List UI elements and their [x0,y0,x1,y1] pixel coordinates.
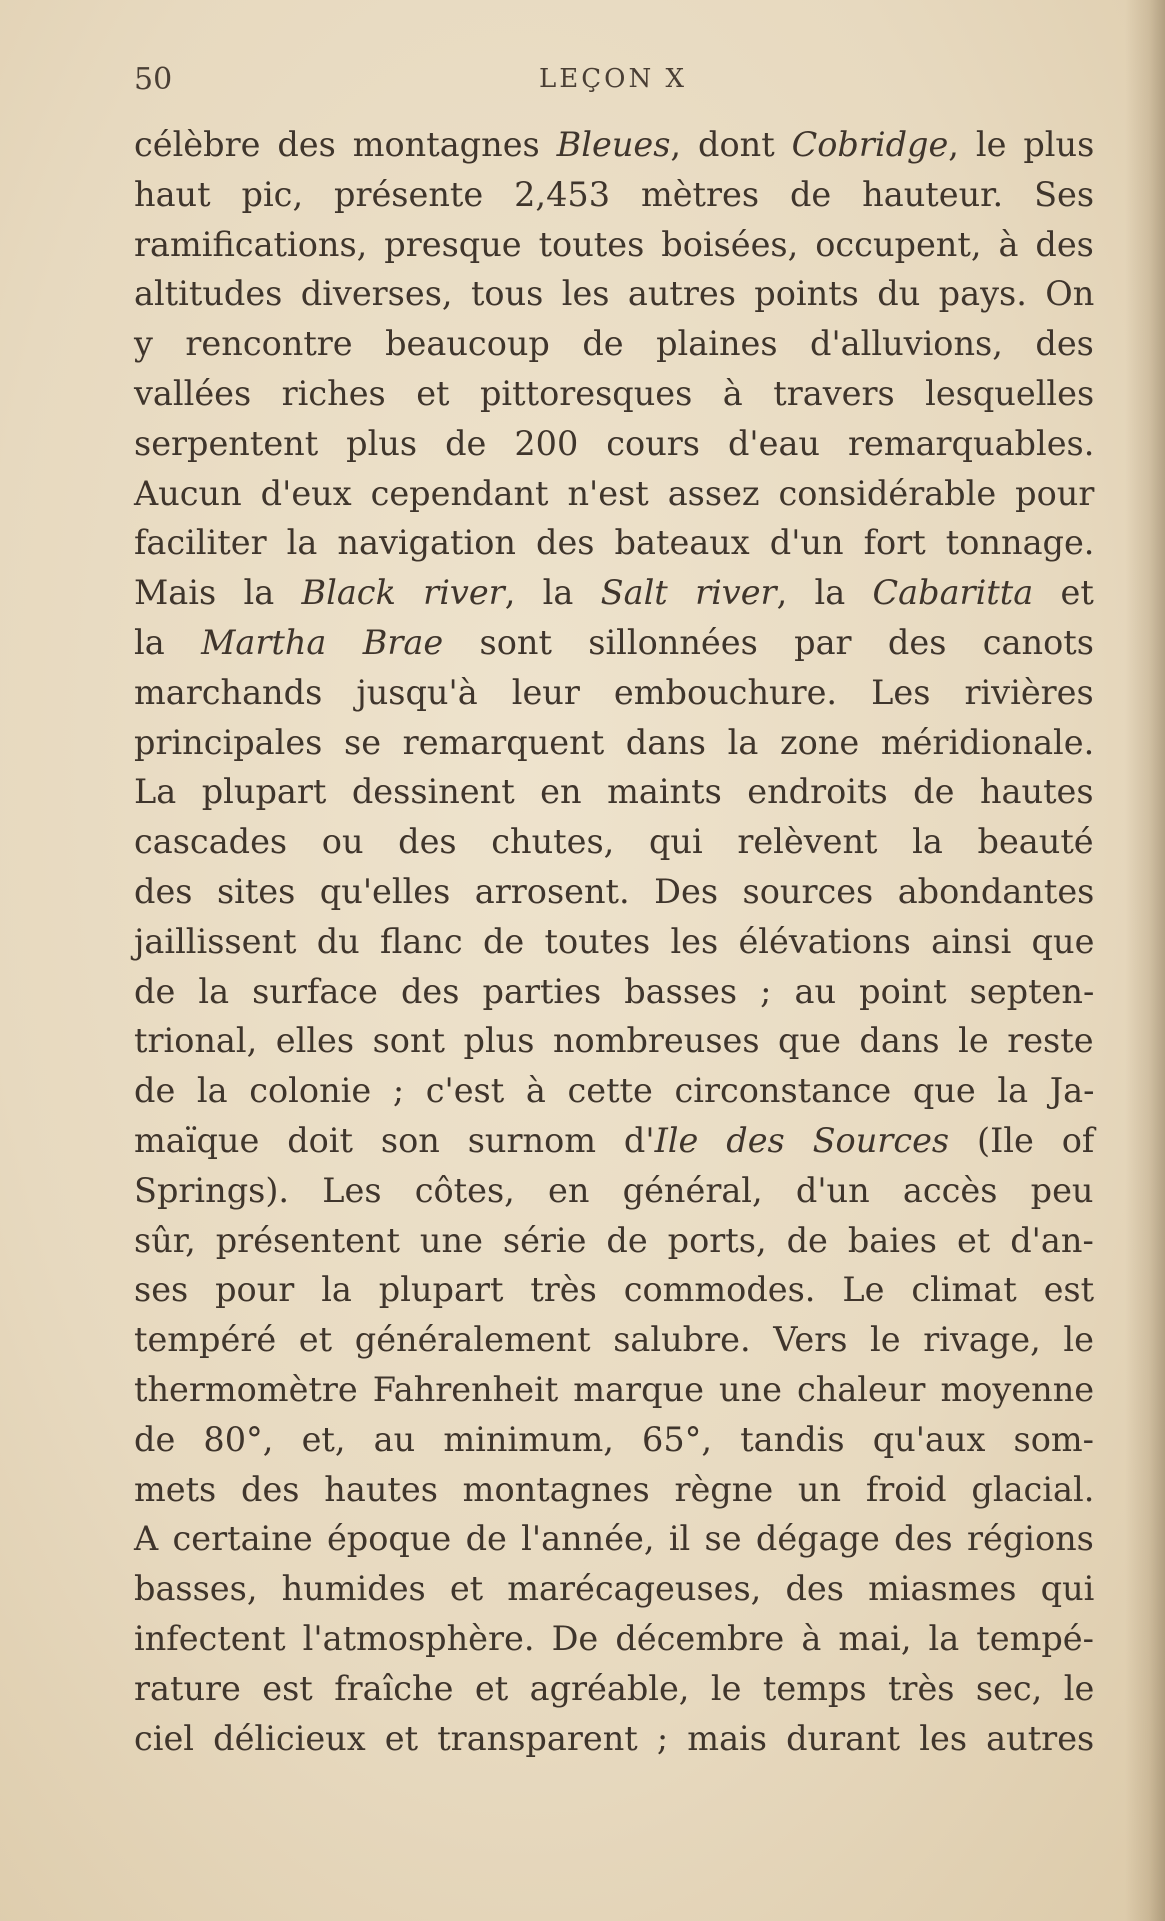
italic-text-segment: Martha Brae [201,622,444,662]
text-segment: Aucun d'eux cependant n'est assez considérable pour [134,473,1095,513]
text-segment: tempéré et généralement salubre. Vers le rivage, le [134,1320,1094,1360]
text-line [134,469,1094,519]
text-segment: célèbre des montagnes [134,125,557,164]
text-line [134,120,1094,170]
text-line [134,1265,1094,1315]
text-line [134,170,1094,220]
italic-text-segment: Cabaritta [872,573,1034,613]
text-line [134,369,1094,419]
text-segment: faciliter la navigation des bateaux d'un fort tonnage. [134,523,1095,563]
text-line [134,767,1094,817]
running-head [134,62,1094,102]
text-segment: la [134,622,202,662]
text-segment: Springs). Les côtes, en général, d'un accès peu [134,1170,1094,1210]
text-segment: , la [776,573,873,613]
page-edge-shadow [1125,0,1165,1921]
italic-text-segment: Black river [301,573,505,613]
text-segment: principales se remarquent dans la zone méridionale. [134,722,1095,762]
text-segment: cascades ou des chutes, qui relèvent la beauté [134,822,1094,862]
text-segment: y rencontre beaucoup de plaines d'alluvions, des [134,324,1094,364]
italic-text-segment: Salt river [600,573,777,613]
text-line [134,1465,1094,1515]
text-line [134,1564,1094,1614]
text-line [134,1315,1094,1365]
text-segment: et [1033,573,1094,613]
text-line [134,817,1094,867]
text-line [134,1016,1094,1066]
text-segment: ciel délicieux et transparent ; mais durant les autres [134,1718,1095,1758]
text-line [134,1166,1094,1216]
text-segment: thermomètre Fahrenheit marque une chaleur moyenne [134,1369,1095,1409]
text-segment: La plupart dessinent en maints endroits de hautes [134,772,1094,812]
text-line [134,518,1094,568]
text-line [134,917,1094,967]
text-segment: de la colonie ; c'est à cette circonstance que la Ja- [134,1071,1095,1111]
text-segment: haut pic, présente 2,453 mètres de hauteur. Ses [134,174,1095,214]
text-segment: sont sillonnées par des canots [443,622,1094,662]
text-line [134,1365,1094,1415]
text-line [134,419,1094,469]
text-segment: , dont [670,125,792,164]
text-line [134,1514,1094,1564]
text-line [134,220,1094,270]
running-title: LEÇON X [539,64,687,94]
text-line [134,1216,1094,1266]
body-text [134,120,1094,1763]
text-line [134,1066,1094,1116]
text-segment: sûr, présentent une série de ports, de baies et d'an- [134,1220,1094,1260]
text-segment: marchands jusqu'à leur embouchure. Les rivières [134,672,1094,712]
text-line [134,1415,1094,1465]
text-segment: altitudes diverses, tous les autres points du pays. On [134,274,1095,314]
italic-text-segment: Bleues [556,125,671,164]
text-segment: ramifications, presque toutes boisées, occupent, à des [134,224,1094,264]
text-line [134,967,1094,1017]
text-segment: , le plus [948,125,1095,164]
text-line [134,1664,1094,1714]
text-segment: de la surface des parties basses ; au point septen- [134,971,1095,1011]
page-number: 50 [134,62,173,97]
text-segment: des sites qu'elles arrosent. Des sources abondantes [134,871,1095,911]
text-segment: (Ile of [949,1120,1095,1160]
text-segment: ses pour la plupart très commodes. Le climat est [134,1270,1095,1310]
text-segment: de 80°, et, au minimum, 65°, tandis qu'aux som- [134,1419,1094,1459]
text-segment: basses, humides et marécageuses, des miasmes qui [134,1569,1095,1609]
text-segment: jaillissent du flanc de toutes les élévations ainsi que [134,921,1095,961]
text-line [134,1614,1094,1664]
text-line [134,269,1094,319]
text-segment: serpentent plus de 200 cours d'eau remarquables. [134,423,1095,463]
text-segment: trional, elles sont plus nombreuses que dans le reste [134,1021,1094,1061]
text-line [134,618,1094,668]
text-segment: mets des hautes montagnes règne un froid glacial. [134,1469,1095,1509]
text-segment: Mais la [134,573,302,613]
text-line [134,1714,1094,1764]
italic-text-segment: Cobridge [791,125,949,164]
text-segment: vallées riches et pittoresques à travers lesquelles [134,373,1095,413]
text-line [134,319,1094,369]
text-line [134,718,1094,768]
text-line [134,1116,1094,1166]
text-line [134,568,1094,618]
text-segment: infectent l'atmosphère. De décembre à mai, la tempé- [134,1618,1094,1658]
text-line [134,668,1094,718]
italic-text-segment: Ile des Sources [654,1120,950,1160]
text-segment: , la [504,573,601,613]
text-segment: A certaine époque de l'année, il se dégage des régions [134,1519,1094,1559]
text-segment: rature est fraîche et agréable, le temps très sec, le [134,1668,1095,1708]
text-segment: maïque doit son surnom d' [134,1120,655,1160]
text-line [134,867,1094,917]
